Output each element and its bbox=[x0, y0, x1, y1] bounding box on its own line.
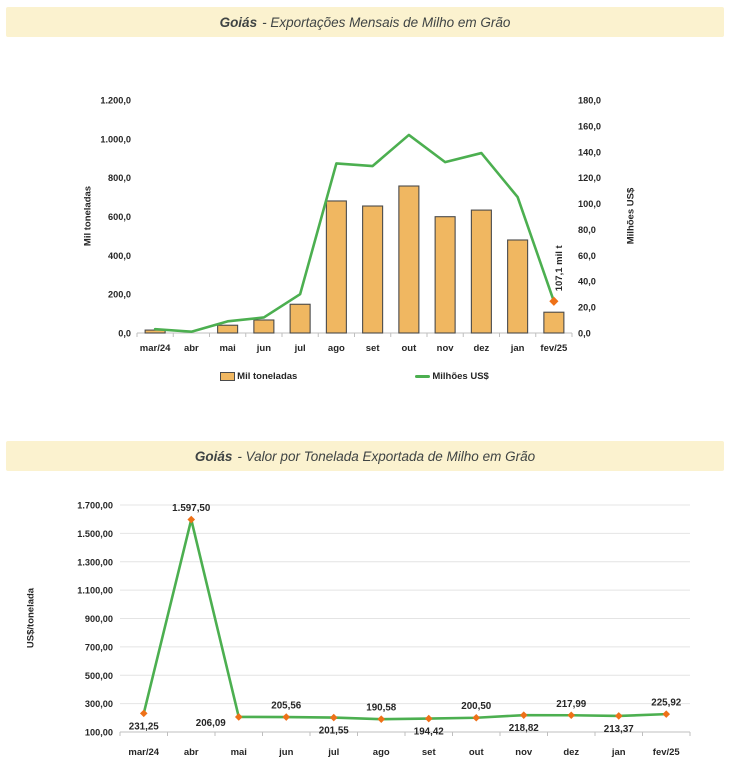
x-axis-label: fev/25 bbox=[540, 343, 568, 354]
x-axis-label: nov bbox=[515, 747, 533, 758]
right-axis-tick-label: 60,0 bbox=[578, 250, 596, 261]
bar-mil-toneladas bbox=[471, 210, 491, 333]
y-axis-tick-label: 1.100,00 bbox=[77, 585, 113, 596]
chart2-title-banner bbox=[6, 441, 724, 471]
data-label: 1.597,50 bbox=[172, 503, 211, 515]
data-label: 205,56 bbox=[271, 700, 302, 712]
y-axis-tick-label: 700,00 bbox=[84, 642, 113, 653]
data-label: 190,58 bbox=[366, 702, 397, 714]
left-axis-tick-label: 200,0 bbox=[108, 289, 131, 300]
diamond-marker-last-point bbox=[549, 297, 558, 306]
diamond-marker bbox=[615, 712, 623, 720]
right-axis-tick-label: 100,0 bbox=[578, 199, 601, 210]
legend-label: Milhões US$ bbox=[432, 370, 489, 382]
diamond-marker bbox=[425, 715, 433, 723]
chart1-legend bbox=[137, 368, 572, 384]
left-axis-tick-label: 800,0 bbox=[108, 173, 131, 184]
x-axis-label: dez bbox=[563, 747, 580, 758]
data-label: 218,82 bbox=[508, 723, 539, 735]
x-axis-label: jan bbox=[510, 343, 525, 354]
legend-item-mil-toneladas bbox=[220, 371, 297, 382]
x-axis-label: set bbox=[421, 747, 436, 758]
legend-item-milhoes-us bbox=[415, 371, 489, 382]
y-axis-tick-label: 900,00 bbox=[84, 614, 113, 624]
value-per-ton-line-chart bbox=[0, 470, 730, 782]
x-axis-label: mar/24 bbox=[139, 343, 171, 354]
bar-swatch-icon bbox=[220, 372, 235, 381]
diamond-marker bbox=[520, 711, 528, 719]
chart1-right-axis-title: Milhões US$ bbox=[625, 187, 637, 245]
chart2-title-state: Goiás bbox=[194, 448, 233, 464]
diamond-marker bbox=[472, 714, 480, 722]
data-label: 201,55 bbox=[318, 725, 349, 737]
left-axis-tick-label: 1.000,0 bbox=[100, 134, 131, 145]
right-axis-tick-label: 80,0 bbox=[578, 224, 596, 235]
x-axis-label: fev/25 bbox=[652, 747, 680, 758]
bar-mil-toneladas bbox=[544, 312, 564, 333]
right-axis-tick-label: 140,0 bbox=[578, 147, 601, 158]
x-axis-label: jun bbox=[256, 343, 271, 354]
left-axis-tick-label: 400,0 bbox=[108, 250, 131, 261]
x-axis-label: set bbox=[365, 343, 380, 354]
x-axis-label: abr bbox=[183, 343, 199, 354]
bar-mil-toneladas bbox=[218, 325, 238, 333]
diamond-marker bbox=[567, 711, 575, 719]
x-axis-label: mai bbox=[230, 747, 247, 758]
chart1-left-axis-title: Mil toneladas bbox=[82, 185, 94, 247]
chart1-title-state: Goiás bbox=[219, 14, 258, 30]
x-axis-label: ago bbox=[372, 747, 390, 758]
bar-mil-toneladas bbox=[508, 240, 528, 333]
x-axis-label: out bbox=[401, 343, 417, 354]
bar-mil-toneladas bbox=[363, 206, 383, 333]
y-axis-tick-label: 100,00 bbox=[84, 727, 113, 738]
annotation-107-mil-t: 107,1 mil t bbox=[553, 245, 565, 292]
x-axis-label: ago bbox=[327, 343, 345, 354]
y-axis-tick-label: 300,00 bbox=[84, 699, 113, 710]
y-axis-tick-label: 500,00 bbox=[84, 670, 113, 681]
line-usd-per-ton bbox=[144, 520, 667, 720]
chart1-title-banner bbox=[6, 7, 724, 37]
x-axis-label: out bbox=[468, 747, 484, 758]
right-axis-tick-label: 40,0 bbox=[578, 276, 596, 287]
data-label: 225,92 bbox=[651, 697, 682, 709]
line-swatch-icon bbox=[415, 375, 430, 378]
x-axis-label: jul bbox=[294, 343, 306, 354]
chart2-y-axis-title: US$/tonelada bbox=[25, 587, 37, 649]
diamond-marker bbox=[140, 710, 148, 718]
diamond-marker bbox=[662, 710, 670, 718]
bar-mil-toneladas bbox=[326, 201, 346, 333]
right-axis-tick-label: 120,0 bbox=[578, 173, 601, 184]
x-axis-label: dez bbox=[473, 343, 490, 354]
y-axis-tick-label: 1.300,00 bbox=[77, 557, 113, 568]
diamond-marker bbox=[187, 516, 195, 524]
line-milhoes-us bbox=[155, 135, 554, 332]
y-axis-tick-label: 1.700,00 bbox=[77, 500, 113, 511]
bar-mil-toneladas bbox=[435, 217, 455, 333]
x-axis-label: jul bbox=[328, 747, 340, 758]
left-axis-tick-label: 1.200,0 bbox=[100, 95, 131, 106]
right-axis-tick-label: 0,0 bbox=[578, 328, 591, 339]
left-axis-tick-label: 0,0 bbox=[118, 328, 131, 339]
bar-mil-toneladas bbox=[254, 320, 274, 333]
data-label: 200,50 bbox=[461, 701, 492, 713]
left-axis-tick-label: 600,0 bbox=[108, 212, 131, 222]
right-axis-tick-label: 160,0 bbox=[578, 121, 601, 132]
exports-combo-chart bbox=[0, 44, 730, 374]
x-axis-label: mai bbox=[219, 343, 236, 354]
data-label: 194,42 bbox=[413, 726, 444, 738]
x-axis-label: nov bbox=[436, 343, 454, 354]
chart2-title-text: - Valor por Tonelada Exportada de Milho em Grão bbox=[237, 448, 536, 464]
data-label: 217,99 bbox=[556, 698, 587, 710]
data-label: 213,37 bbox=[603, 723, 634, 735]
right-axis-tick-label: 20,0 bbox=[578, 302, 596, 313]
x-axis-label: abr bbox=[183, 747, 199, 758]
chart1-title-text: - Exportações Mensais de Milho em Grão bbox=[262, 14, 511, 30]
legend-label: Mil toneladas bbox=[237, 370, 298, 382]
data-label: 206,09 bbox=[195, 717, 226, 729]
x-axis-label: jun bbox=[279, 747, 294, 758]
bar-mil-toneladas bbox=[290, 304, 310, 333]
bar-mil-toneladas bbox=[399, 186, 419, 333]
diamond-marker bbox=[330, 714, 338, 722]
right-axis-tick-label: 180,0 bbox=[578, 95, 601, 106]
x-axis-label: mar/24 bbox=[128, 747, 160, 758]
data-label: 231,25 bbox=[128, 721, 159, 733]
y-axis-tick-label: 1.500,00 bbox=[77, 528, 113, 539]
x-axis-label: jan bbox=[611, 747, 626, 758]
diamond-marker bbox=[282, 713, 290, 721]
diamond-marker bbox=[377, 715, 385, 723]
diamond-marker bbox=[235, 713, 243, 721]
